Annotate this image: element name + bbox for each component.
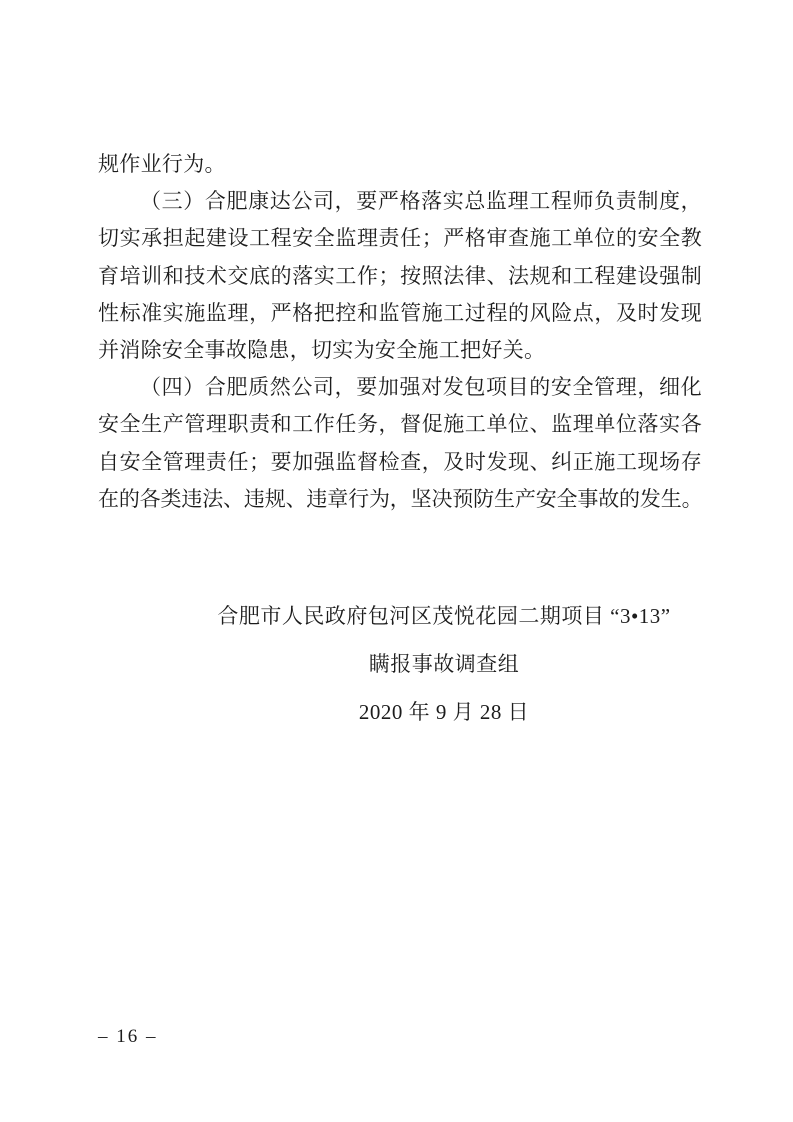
body-line: （四）合肥质然公司，要加强对发包项目的安全管理，细化 xyxy=(140,375,702,400)
page-number: – 16 – xyxy=(98,1026,158,1047)
body-line: 并消除安全事故隐患，切实为安全施工把好关。 xyxy=(98,338,546,363)
body-line: 在的各类违法、违规、违章行为，坚决预防生产安全事故的发生。 xyxy=(98,486,702,511)
body-text-block xyxy=(98,146,702,518)
body-line: 育培训和技术交底的落实工作；按照法律、法规和工程建设强制 xyxy=(98,263,702,288)
body-line: 自安全管理责任；要加强监督检查，及时发现、纠正施工现场存 xyxy=(98,449,702,474)
signature-organization-line1: 合肥市人民政府包河区茂悦花园二期项目 “3•13” xyxy=(217,604,671,628)
signature-block xyxy=(95,592,793,736)
body-line: 规作业行为。 xyxy=(98,152,226,176)
body-line: （三）合肥康达公司，要严格落实总监理工程师负责制度， xyxy=(140,189,702,214)
body-line: 切实承担起建设工程安全监理责任；严格审查施工单位的安全教 xyxy=(98,226,702,251)
signature-organization-line2: 瞒报事故调查组 xyxy=(368,652,520,676)
body-line: 性标准实施监理，严格把控和监管施工过程的风险点，及时发现 xyxy=(98,300,702,325)
signature-date: 2020 年 9 月 28 日 xyxy=(358,700,530,724)
body-line: 安全生产管理职责和工作任务，督促施工单位、监理单位落实各 xyxy=(98,412,702,437)
